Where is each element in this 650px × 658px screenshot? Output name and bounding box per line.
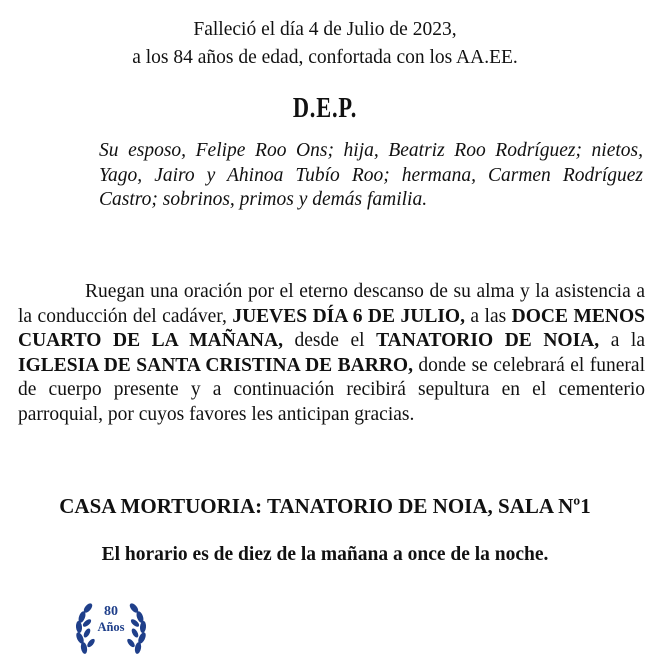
procession-origin: TANATORIO DE NOIA, (376, 330, 600, 351)
prayer-text-1: Ruegan una oración por el eterno descanso de su alma y la asistencia a la conducción del cadáver, (18, 281, 645, 327)
dep-heading: D.E.P. (292, 93, 358, 124)
badge-number: 80 (104, 604, 118, 619)
age-line: a los 84 años de edad, confortada con los AA.EE. (132, 47, 518, 68)
prayer-text-3: desde el (282, 330, 377, 351)
badge-word: Años (97, 620, 125, 634)
prayer-text-4: a la (599, 330, 645, 351)
funeral-home-line: CASA MORTUORIA: TANATORIO DE NOIA, SALA Nº1 (59, 494, 591, 518)
visiting-hours-line: El horario es de diez de la mañana a once de la noche. (101, 544, 549, 565)
anniversary-badge (70, 598, 152, 658)
death-date-line: Falleció el día 4 de Julio de 2023, (193, 19, 457, 40)
procession-church: IGLESIA DE SANTA CRISTINA DE BARRO, (18, 354, 413, 376)
prayer-text-5: donde se celebrará el funeral de cuerpo presente y a continuación recibirá sepultura en el cementerio parroquial, por cuyos favores les anticipan gracias. (18, 354, 645, 425)
family-paragraph: Su esposo, Felipe Roo Ons; hija, Beatriz Roo Rodríguez; nietos, Yago, Jairo y Ahinoa Tubío Roo; hermana, Carmen Rodríguez Castro; sobrinos, primos y demás familia. (99, 140, 643, 210)
procession-date: JUEVES DÍA 6 DE JULIO, (232, 305, 465, 327)
prayer-text-2: a las (464, 305, 512, 327)
procession-time: DOCE MENOS CUARTO DE LA MAÑANA, (18, 305, 645, 351)
prayer-paragraph (18, 280, 645, 427)
